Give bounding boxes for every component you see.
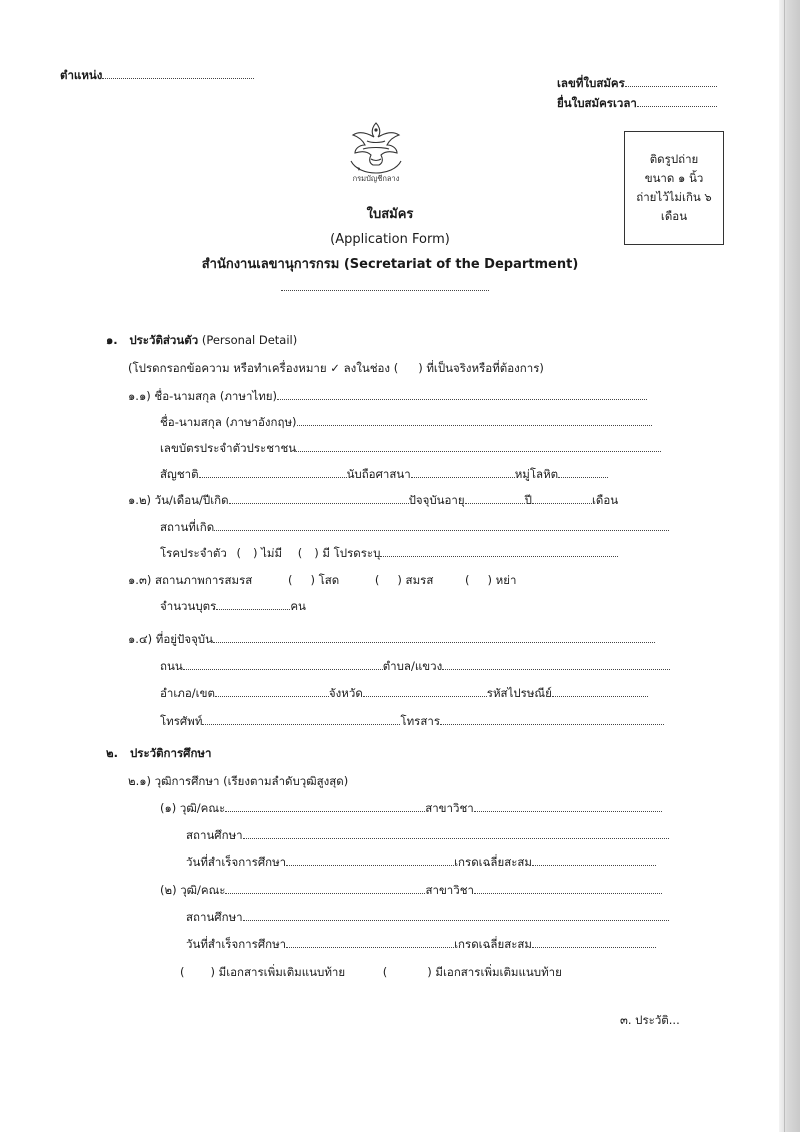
subdistrict-input[interactable] bbox=[442, 659, 670, 670]
degree-intro: ๒.๑) วุฒิการศึกษา (เรียงตามลำดับวุฒิสูงสุด) bbox=[128, 774, 349, 788]
degree2-institution-field bbox=[186, 909, 669, 925]
degree1-institution-field bbox=[186, 827, 669, 843]
birth-date-row bbox=[128, 492, 618, 508]
position-input[interactable] bbox=[102, 68, 254, 79]
degree2-institution-input[interactable] bbox=[243, 910, 669, 921]
section1-title-en: (Personal Detail) bbox=[201, 333, 298, 347]
application-no-label: เลขที่ใบสมัคร bbox=[557, 76, 625, 90]
degree1-input[interactable] bbox=[225, 801, 425, 812]
page-edge-line bbox=[784, 0, 785, 1132]
degree2-gpa-input[interactable] bbox=[532, 937, 656, 948]
instruction-part-a: (โปรดกรอกข้อความ หรือทำเครื่องหมาย bbox=[128, 361, 327, 375]
degree1-major-input[interactable] bbox=[474, 801, 662, 812]
section2-title: ประวัติการศึกษา bbox=[129, 746, 212, 760]
address-input[interactable] bbox=[213, 632, 655, 643]
degree2-major-input[interactable] bbox=[474, 883, 662, 894]
degree2-grad-label: วันที่สำเร็จการศึกษา bbox=[186, 937, 287, 951]
submit-time-field bbox=[557, 95, 717, 111]
divorced-label: ) หย่า bbox=[487, 573, 517, 587]
children-input[interactable] bbox=[216, 599, 290, 610]
degree1-grad-label: วันที่สำเร็จการศึกษา bbox=[186, 855, 287, 869]
degree2-grad-input[interactable] bbox=[286, 937, 454, 948]
marital-row bbox=[128, 572, 516, 588]
name-thai-input[interactable] bbox=[277, 389, 647, 400]
age-months-input[interactable] bbox=[532, 493, 592, 504]
title-underline-dots bbox=[281, 290, 489, 291]
degree2-institution-label: สถานศึกษา bbox=[186, 910, 243, 924]
children-field bbox=[160, 598, 306, 614]
district-row bbox=[160, 685, 648, 701]
nationality-input[interactable] bbox=[199, 467, 347, 478]
phone-row bbox=[160, 713, 664, 729]
id-card-label: เลขบัตรประจำตัวประชาชน bbox=[160, 441, 297, 455]
degree1-grad-row bbox=[186, 854, 656, 870]
disease-none-label: ) ไม่มี bbox=[252, 546, 283, 560]
attach2-label: ) มีเอกสารเพิ่มเติมแนบท้าย bbox=[427, 965, 562, 979]
degree2-row bbox=[160, 882, 662, 898]
fax-input[interactable] bbox=[440, 714, 664, 725]
degree2-gpa-label: เกรดเฉลี่ยสะสม bbox=[454, 937, 533, 951]
road-label: ถนน bbox=[160, 659, 183, 673]
disease-has-label: ) มี โปรดระบุ bbox=[314, 546, 381, 560]
degree1-gpa-input[interactable] bbox=[532, 855, 656, 866]
disease-label: โรคประจำตัว bbox=[160, 546, 227, 560]
title-office: สำนักงานเลขานุการกรม (Secretariat of the Department) bbox=[201, 257, 579, 272]
address-field bbox=[128, 631, 655, 647]
section2-number: ๒. bbox=[106, 746, 118, 760]
section1-number: ๑. bbox=[106, 333, 118, 347]
subdistrict-label: ตำบล/แขวง bbox=[382, 659, 443, 673]
road-input[interactable] bbox=[183, 659, 383, 670]
birth-place-label: สถานที่เกิด bbox=[160, 520, 215, 534]
attach1-checkbox[interactable]: ( bbox=[180, 965, 185, 979]
nationality-row bbox=[160, 466, 608, 482]
section1-title: ประวัติส่วนตัว bbox=[129, 333, 199, 347]
disease-none-checkbox[interactable]: ( bbox=[236, 546, 241, 560]
fax-label: โทรสาร bbox=[400, 714, 440, 728]
single-checkbox[interactable]: ( bbox=[287, 573, 293, 587]
phone-label: โทรศัพท์ bbox=[160, 714, 203, 728]
religion-label: นับถือศาสนา bbox=[346, 467, 411, 481]
photo-line-1: ติดรูปถ่าย bbox=[649, 152, 699, 166]
title-thai: ใบสมัคร bbox=[366, 207, 414, 222]
birth-place-input[interactable] bbox=[214, 520, 669, 531]
nationality-label: สัญชาติ bbox=[160, 467, 199, 481]
seal-text: กรมบัญชีกลาง bbox=[352, 174, 400, 183]
title-english: (Application Form) bbox=[330, 232, 450, 247]
degree2-grad-row bbox=[186, 936, 656, 952]
degree1-row bbox=[160, 800, 662, 816]
position-field bbox=[60, 67, 254, 83]
name-en-field bbox=[160, 414, 652, 430]
position-label: ตำแหน่ง bbox=[60, 68, 103, 82]
district-label: อำเภอ/เขต bbox=[160, 686, 215, 700]
name-thai-field bbox=[128, 388, 647, 404]
single-label: ) โสด bbox=[310, 573, 340, 587]
province-input[interactable] bbox=[363, 686, 487, 697]
blood-type-input[interactable] bbox=[558, 467, 608, 478]
name-thai-label: ๑.๑) ชื่อ-นามสกุล (ภาษาไทย) bbox=[128, 389, 277, 403]
marital-label: ๑.๓) สถานภาพการสมรส bbox=[128, 573, 253, 587]
garuda-seal-icon bbox=[345, 117, 407, 185]
postcode-label: รหัสไปรษณีย์ bbox=[486, 686, 552, 700]
photo-line-3: ถ่ายไว้ไม่เกิน ๖ bbox=[636, 190, 712, 204]
years-label: ปี bbox=[524, 493, 532, 507]
section1-instruction bbox=[128, 360, 544, 376]
married-checkbox[interactable]: ( bbox=[374, 573, 380, 587]
degree1-institution-input[interactable] bbox=[243, 828, 669, 839]
photo-line-2: ขนาด ๑ นิ้ว bbox=[644, 171, 704, 185]
section1-heading bbox=[106, 332, 297, 348]
degree1-gpa-label: เกรดเฉลี่ยสะสม bbox=[454, 855, 533, 869]
person-unit-label: คน bbox=[290, 599, 306, 613]
instruction-part-c: ) ที่เป็นจริงหรือที่ต้องการ) bbox=[418, 361, 544, 375]
disease-has-checkbox[interactable]: ( bbox=[297, 546, 303, 560]
photo-line-4: เดือน bbox=[660, 209, 688, 223]
name-en-input[interactable] bbox=[297, 415, 652, 426]
check-mark-icon: ✓ bbox=[330, 361, 340, 375]
birth-place-field bbox=[160, 519, 669, 535]
divorced-checkbox[interactable]: ( bbox=[465, 573, 470, 587]
district-input[interactable] bbox=[215, 686, 329, 697]
application-no-field bbox=[557, 75, 717, 91]
married-label: ) สมรส bbox=[397, 573, 434, 587]
degree1-major-label: สาขาวิชา bbox=[425, 801, 474, 815]
submit-time-input[interactable] bbox=[637, 96, 717, 107]
age-years-input[interactable] bbox=[465, 493, 525, 504]
phone-input[interactable] bbox=[202, 714, 400, 725]
blood-type-label: หมู่โลหิต bbox=[514, 467, 559, 481]
religion-input[interactable] bbox=[411, 467, 515, 478]
page-edge-shadow bbox=[779, 0, 800, 1132]
section2-heading bbox=[106, 745, 211, 761]
road-row bbox=[160, 658, 670, 674]
postcode-input[interactable] bbox=[552, 686, 648, 697]
address-label: ๑.๔) ที่อยู่ปัจจุบัน bbox=[128, 632, 213, 646]
province-label: จังหวัด bbox=[328, 686, 363, 700]
disease-detail-input[interactable] bbox=[380, 546, 618, 557]
degree1-institution-label: สถานศึกษา bbox=[186, 828, 243, 842]
age-label: ปัจจุบันอายุ bbox=[408, 493, 465, 507]
instruction-part-b: ลงในช่อง ( bbox=[343, 361, 399, 375]
degree2-major-label: สาขาวิชา bbox=[425, 883, 474, 897]
photo-placeholder-box[interactable] bbox=[624, 131, 724, 245]
degree2-label: (๒) วุฒิ/คณะ bbox=[160, 883, 226, 897]
attach1-label: ) มีเอกสารเพิ่มเติมแนบท้าย bbox=[210, 965, 346, 979]
degree1-label: (๑) วุฒิ/คณะ bbox=[160, 801, 226, 815]
disease-row bbox=[160, 545, 618, 561]
birth-date-label: ๑.๒) วัน/เดือน/ปีเกิด bbox=[128, 493, 229, 507]
submit-time-label: ยื่นใบสมัครเวลา bbox=[557, 96, 637, 110]
id-card-field bbox=[160, 440, 661, 456]
id-card-input[interactable] bbox=[296, 441, 661, 452]
continued-note: ๓. ประวัติ... bbox=[620, 1013, 680, 1027]
birth-date-input[interactable] bbox=[229, 493, 409, 504]
children-label: จำนวนบุตร bbox=[160, 599, 217, 613]
degree2-input[interactable] bbox=[225, 883, 425, 894]
application-no-input[interactable] bbox=[625, 76, 717, 87]
months-label: เดือน bbox=[591, 493, 619, 507]
name-en-label: ชื่อ-นามสกุล (ภาษาอังกฤษ) bbox=[160, 415, 297, 429]
attach2-checkbox[interactable]: ( bbox=[382, 965, 388, 979]
degree1-grad-input[interactable] bbox=[286, 855, 454, 866]
attachment-row bbox=[180, 964, 562, 980]
